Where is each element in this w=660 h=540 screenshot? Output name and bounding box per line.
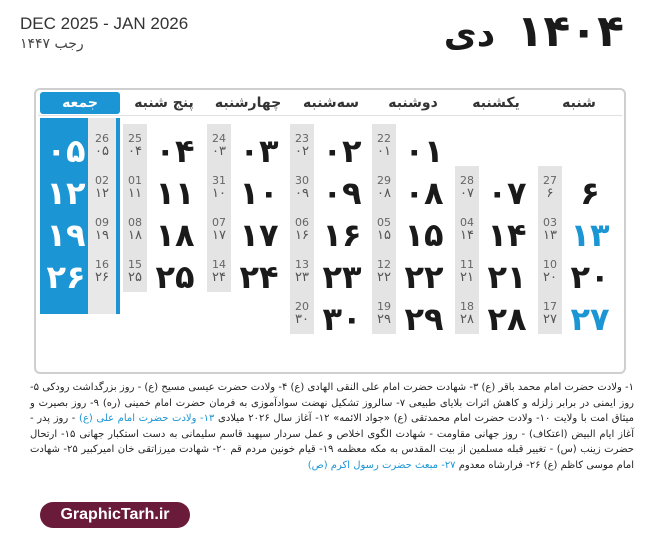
persian-day[interactable]: ۱۳	[570, 216, 610, 254]
hijri-day: ۲۵	[128, 270, 142, 285]
hijri-day: ۱۷	[212, 228, 226, 243]
hijri-day: ۱۵	[377, 228, 391, 243]
gregorian-day: 25	[128, 132, 142, 145]
hijri-day: ۰۵	[95, 144, 109, 159]
hijri-day: ۲۳	[295, 270, 309, 285]
hijri-day: ۲۲	[377, 270, 391, 285]
note-line: امیرکبیر ۲۵- شهادت امام موسی کاظم (ع) ۲۶- فرارشاه معدوم	[30, 444, 634, 471]
page-title	[443, 6, 624, 57]
persian-day[interactable]: ۱۱	[155, 174, 195, 212]
hijri-day: ۲۴	[212, 270, 226, 285]
note-line: ۵- روز ایمنی در برابر زلزله و کاهش اثرات بلایای طبیعی ۷- سالروز تشکیل نهضت سوادآموزی به فرمان حضرت امام خمینی (ره) ۹- روز	[30, 382, 634, 409]
hijri-day: ۲۸	[460, 312, 474, 327]
gregorian-day: 14	[212, 258, 226, 271]
weekday-6: جمعه	[40, 92, 120, 114]
gregorian-day: 30	[295, 174, 309, 187]
gregorian-day: 12	[377, 258, 391, 271]
hijri-day: ۶	[546, 186, 554, 201]
note-highlight: ۲۷- مبعث حضرت رسول اکرم (ص)	[307, 459, 456, 471]
gregorian-day: 18	[460, 300, 474, 313]
note-line: - روز پدر - آغاز ایام البیض (اعتکاف) - روز جهانی مقاومت - شهادت الگوی اخلاص و عمل سردار سپهبد قاسم سلیمانی به دست استکبار جهانی	[30, 413, 634, 440]
hijri-month: رجب ۱۴۴۷	[20, 36, 84, 52]
persian-day[interactable]: ۲۵	[155, 258, 195, 296]
header-divider	[38, 115, 622, 116]
persian-day[interactable]: ۱۴	[487, 216, 527, 254]
persian-day[interactable]: ۶	[580, 174, 600, 212]
hijri-day: ۰۳	[212, 144, 226, 159]
gregorian-day: 27	[543, 174, 557, 187]
persian-day[interactable]: ۱۵	[404, 216, 444, 254]
gregorian-day: 15	[128, 258, 142, 271]
persian-day[interactable]: ۱۲	[46, 174, 86, 212]
persian-day[interactable]: ۰۷	[487, 174, 527, 212]
gregorian-day: 10	[543, 258, 557, 271]
hijri-day: ۰۲	[295, 144, 309, 159]
hijri-day: ۰۸	[377, 186, 391, 201]
gregorian-day: 31	[212, 174, 226, 187]
hijri-day: ۲۶	[95, 270, 109, 285]
hijri-day: ۱۰	[212, 186, 226, 201]
hijri-day: ۰۴	[128, 144, 142, 159]
note-line: ۱۵- ارتحال حضرت زینب (س) - تغییر قبله مسلمین از بیت المقدس به مکه معظمه ۱۹- قیام خونین مردم قم ۲۰- شهادت میرزاتقی خان	[30, 428, 634, 455]
persian-day[interactable]: ۱۹	[46, 216, 86, 254]
brand-logo[interactable]: GraphicTarh.ir	[40, 502, 190, 528]
persian-day[interactable]: ۰۹	[322, 174, 362, 212]
hijri-day: ۲۷	[543, 312, 557, 327]
persian-day[interactable]: ۱۷	[239, 216, 279, 254]
persian-day[interactable]: ۰۴	[155, 132, 195, 170]
persian-day[interactable]: ۲۰	[570, 258, 610, 296]
events-notes	[30, 380, 634, 473]
hijri-day: ۰۱	[377, 144, 391, 159]
gregorian-range: DEC 2025 - JAN 2026	[20, 14, 189, 33]
gregorian-day: 16	[95, 258, 109, 271]
gregorian-day: 19	[377, 300, 391, 313]
hijri-day: ۰۹	[295, 186, 309, 201]
weekday-0: شنبه	[562, 95, 596, 111]
persian-day[interactable]: ۰۵	[46, 132, 86, 170]
year-label: ۱۴۰۴	[516, 6, 624, 57]
gregorian-day: 05	[377, 216, 391, 229]
gregorian-day: 07	[212, 216, 226, 229]
gregorian-day: 22	[377, 132, 391, 145]
weekday-1: یکشنبه	[472, 95, 520, 111]
hijri-day: ۰۷	[460, 186, 474, 201]
hijri-day: ۱۳	[543, 228, 557, 243]
hijri-day: ۱۴	[460, 228, 474, 243]
weekday-2: دوشنبه	[388, 95, 438, 111]
gregorian-day: 02	[95, 174, 109, 187]
weekday-3: سه‌شنبه	[303, 95, 359, 111]
persian-day[interactable]: ۱۰	[239, 174, 279, 212]
gregorian-day: 06	[295, 216, 309, 229]
hijri-day: ۱۸	[128, 228, 142, 243]
gregorian-day: 29	[377, 174, 391, 187]
persian-day[interactable]: ۱۶	[322, 216, 362, 254]
persian-day[interactable]: ۱۸	[155, 216, 195, 254]
persian-day[interactable]: ۰۱	[404, 132, 444, 170]
gregorian-day: 03	[543, 216, 557, 229]
gregorian-day: 24	[212, 132, 226, 145]
gregorian-day: 13	[295, 258, 309, 271]
gregorian-day: 11	[460, 258, 474, 271]
gregorian-day: 23	[295, 132, 309, 145]
weekday-5: پنج شنبه	[134, 95, 194, 111]
gregorian-day: 08	[128, 216, 142, 229]
hijri-day: ۱۶	[295, 228, 309, 243]
hijri-day: ۲۱	[460, 270, 474, 285]
persian-day[interactable]: ۰۸	[404, 174, 444, 212]
note-line: ۱- ولادت حضرت امام محمد باقر (ع) ۳- شهادت حضرت امام علی النقی الهادی (ع) ۴- ولادت حضرت عیسی مسیح (ع) - روز بزرگداشت رودکی	[42, 382, 634, 393]
persian-day[interactable]: ۲۹	[404, 300, 444, 338]
gregorian-day: 04	[460, 216, 474, 229]
persian-day[interactable]: ۳۰	[322, 300, 362, 338]
note-highlight: ۱۳- ولادت حضرت امام علی (ع)	[79, 413, 215, 424]
gregorian-day: 26	[95, 132, 109, 145]
persian-day[interactable]: ۲۱	[487, 258, 527, 296]
persian-day[interactable]: ۲۴	[239, 258, 279, 296]
gregorian-day: 01	[128, 174, 142, 187]
persian-day[interactable]: ۲۲	[404, 258, 444, 296]
note-line: بصیرت و میثاق امت با ولایت ۱۰- ولادت حضرت امام محمدتقی (ع) «جواد الائمه» ۱۲- آغاز سال ۲۰۲۶ میلادی	[30, 397, 634, 424]
hijri-day: ۲۰	[543, 270, 557, 285]
persian-day[interactable]: ۲۳	[322, 258, 362, 296]
gregorian-day: 17	[543, 300, 557, 313]
gregorian-day: 20	[295, 300, 309, 313]
hijri-day: ۱۱	[128, 186, 142, 201]
persian-day[interactable]: ۰۲	[322, 132, 362, 170]
persian-day[interactable]: ۲۸	[487, 300, 527, 338]
hijri-day: ۱۲	[95, 186, 109, 201]
weekday-4: چهارشنبه	[214, 95, 282, 111]
hijri-day: ۳۰	[295, 312, 309, 327]
persian-day[interactable]: ۲۷	[570, 300, 610, 338]
hijri-day: ۲۹	[377, 312, 391, 327]
hijri-day: ۱۹	[95, 228, 109, 243]
gregorian-day: 09	[95, 216, 109, 229]
gregorian-day: 28	[460, 174, 474, 187]
month-label: دی	[443, 14, 496, 55]
persian-day[interactable]: ۲۶	[46, 258, 86, 296]
persian-day[interactable]: ۰۳	[239, 132, 279, 170]
